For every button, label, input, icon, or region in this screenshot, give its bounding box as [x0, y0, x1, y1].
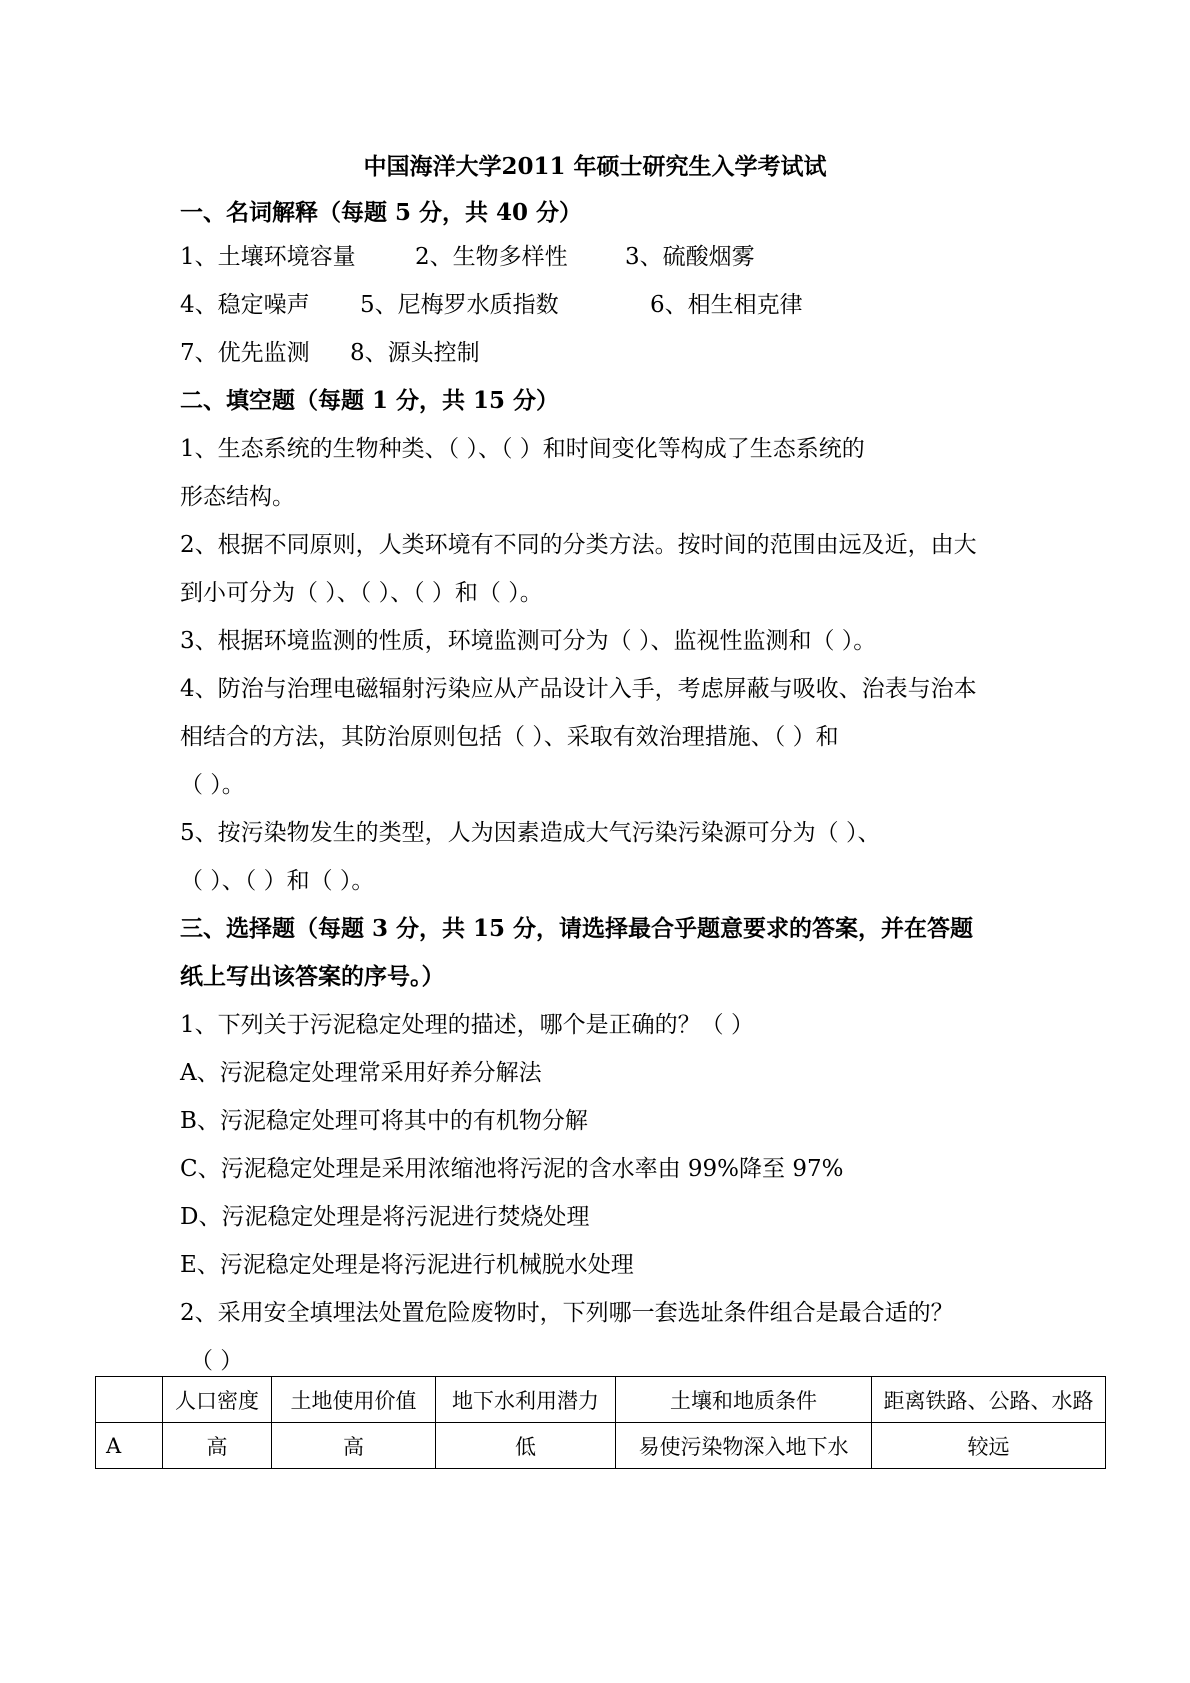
- table-cell: 易使污染物深入地下水: [616, 1423, 872, 1469]
- fill-line: 形态结构。: [180, 484, 295, 510]
- fill-line: 2、根据不同原则，人类环境有不同的分类方法。按时间的范围由远及近，由大: [180, 532, 977, 558]
- table-header-cell: 人口密度: [163, 1377, 272, 1423]
- question-2-blank: （ ）: [190, 1348, 244, 1374]
- term-7: 7、优先监测: [180, 340, 310, 366]
- fill-line: 4、防治与治理电磁辐射污染应从产品设计入手，考虑屏蔽与吸收、治表与治本: [180, 676, 977, 702]
- table-cell: 较远: [872, 1423, 1106, 1469]
- terms-row-1: [180, 242, 1080, 272]
- table-header-cell: 土壤和地质条件: [616, 1377, 872, 1423]
- table-header-cell: 距离铁路、公路、水路: [872, 1377, 1106, 1423]
- section1-heading: 一、名词解释（每题 5 分，共 40 分）: [180, 199, 583, 226]
- term-4: 4、稳定噪声: [180, 292, 310, 318]
- fill-line: 3、根据环境监测的性质，环境监测可分为（ ）、监视性监测和（ ）。: [180, 628, 877, 654]
- table-cell: 低: [436, 1423, 616, 1469]
- section3-heading: 三、选择题（每题 3 分，共 15 分，请选择最合乎题意要求的答案，并在答题: [180, 915, 974, 942]
- table-cell: 高: [163, 1423, 272, 1469]
- fill-line: 相结合的方法，其防治原则包括（ ）、采取有效治理措施、（ ）和: [180, 724, 839, 750]
- site-conditions-table: [95, 1376, 1106, 1469]
- fill-line: （ ）、（ ）和（ ）。: [180, 868, 375, 894]
- option-a: A、污泥稳定处理常采用好养分解法: [180, 1060, 542, 1086]
- table-header-cell: [96, 1377, 163, 1423]
- term-8: 8、源头控制: [350, 340, 480, 366]
- fill-line: 到小可分为（ ）、（ ）、（ ）和（ ）。: [180, 580, 543, 606]
- table-header-cell: 地下水利用潜力: [436, 1377, 616, 1423]
- terms-row-3: [180, 338, 1080, 368]
- fill-line: 1、生态系统的生物种类、（ ）、（ ）和时间变化等构成了生态系统的: [180, 436, 865, 462]
- term-1: 1、土壤环境容量: [180, 244, 356, 270]
- option-e: E、污泥稳定处理是将污泥进行机械脱水处理: [180, 1252, 634, 1278]
- question-1: 1、下列关于污泥稳定处理的描述，哪个是正确的？（ ）: [180, 1012, 754, 1038]
- question-2: 2、采用安全填埋法处置危险废物时，下列哪一套选址条件组合是最合适的？: [180, 1300, 954, 1326]
- page-title: 中国海洋大学2011 年硕士研究生入学考试试: [363, 153, 827, 180]
- option-d: D、污泥稳定处理是将污泥进行焚烧处理: [180, 1204, 590, 1230]
- term-6: 6、相生相克律: [650, 292, 803, 318]
- section2-heading: 二、填空题（每题 1 分，共 15 分）: [180, 387, 560, 414]
- term-5: 5、尼梅罗水质指数: [360, 292, 559, 318]
- table-cell: 高: [272, 1423, 436, 1469]
- table-cell: A: [96, 1423, 163, 1469]
- fill-line: （ ）。: [180, 772, 245, 798]
- fill-line: 5、按污染物发生的类型，人为因素造成大气污染污染源可分为（ ）、: [180, 820, 881, 846]
- table-header-row: [96, 1377, 1106, 1423]
- option-c: C、污泥稳定处理是采用浓缩池将污泥的含水率由 99%降至 97%: [180, 1156, 844, 1182]
- term-3: 3、硫酸烟雾: [625, 244, 755, 270]
- option-b: B、污泥稳定处理可将其中的有机物分解: [180, 1108, 588, 1134]
- terms-row-2: [180, 290, 1080, 320]
- section3-heading-cont: 纸上写出该答案的序号。）: [180, 963, 445, 990]
- table-row: [96, 1423, 1106, 1469]
- term-2: 2、生物多样性: [415, 244, 568, 270]
- table-header-cell: 土地使用价值: [272, 1377, 436, 1423]
